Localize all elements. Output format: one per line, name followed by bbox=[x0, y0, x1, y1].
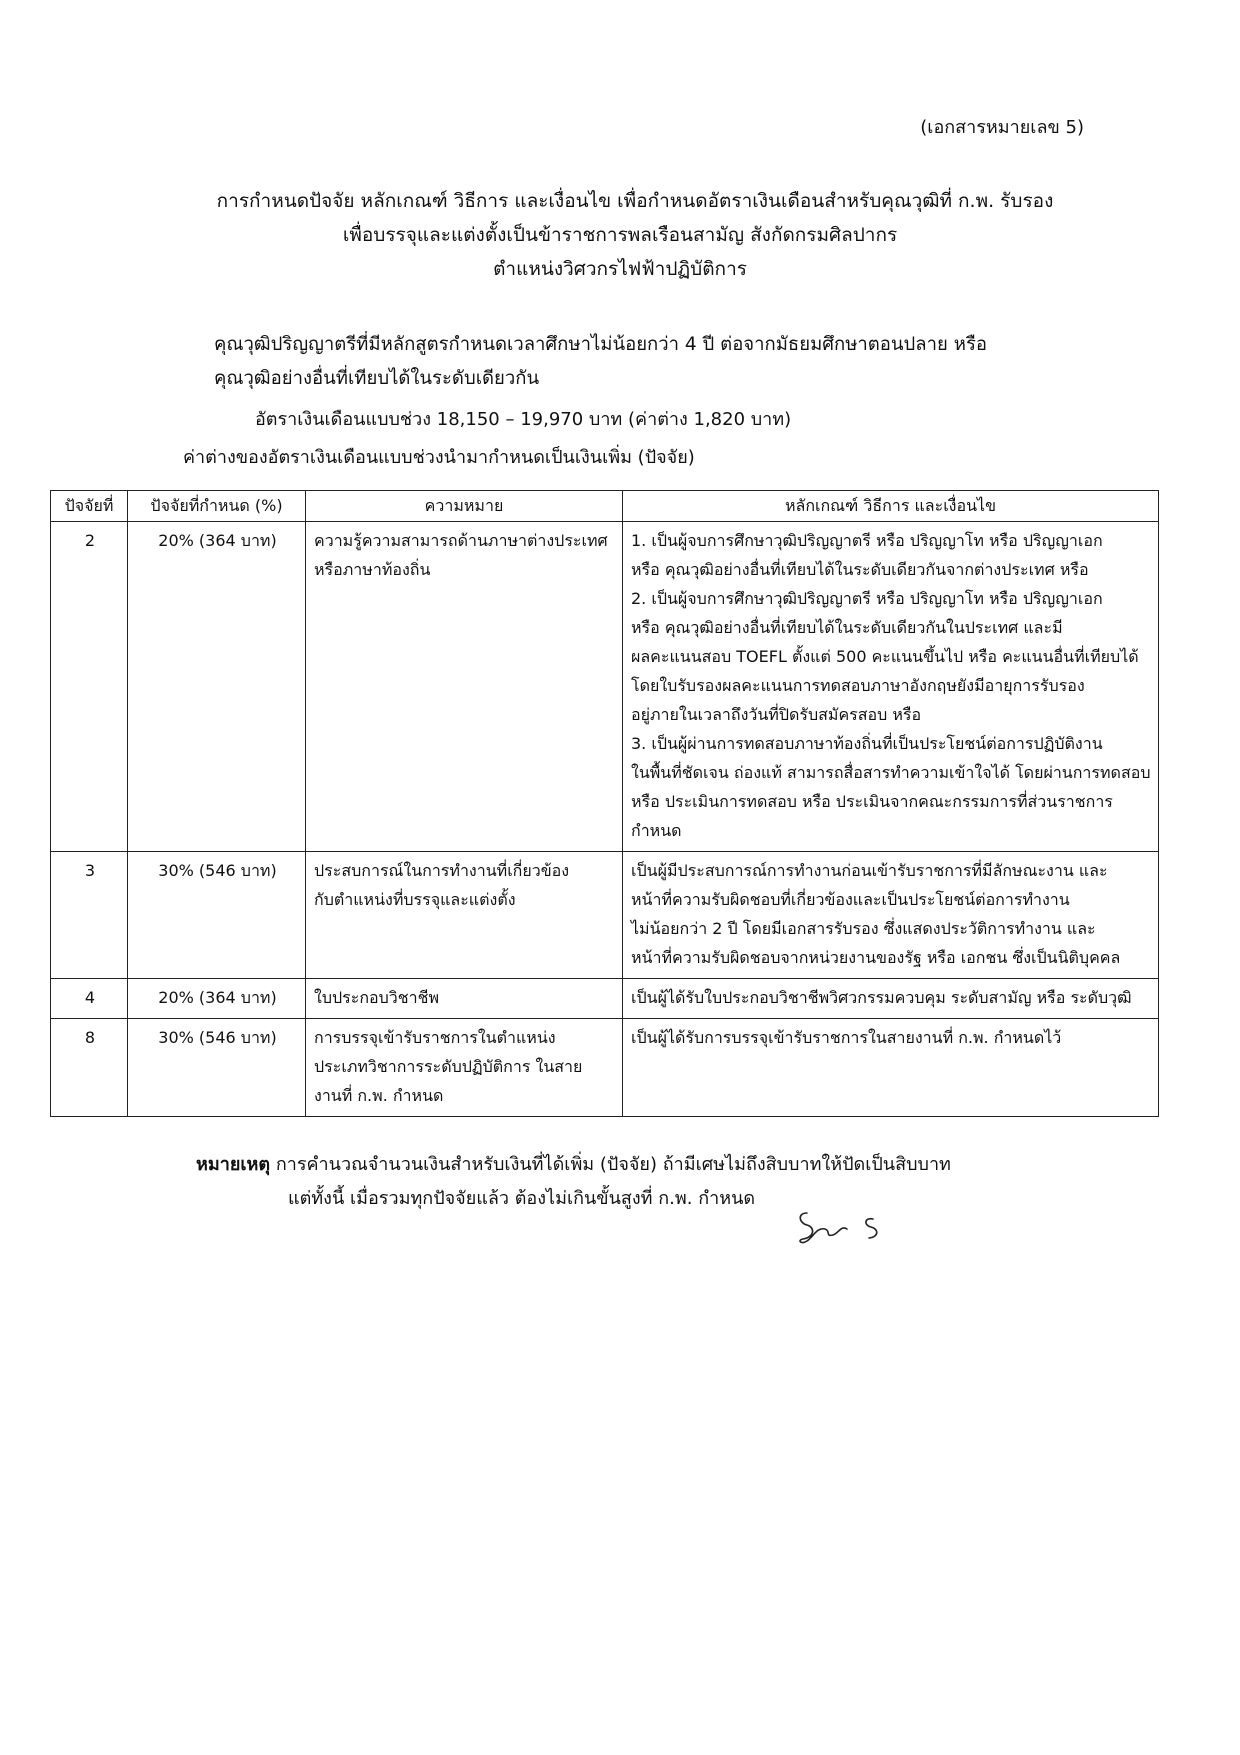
criteria-line: 1. เป็นผู้จบการศึกษาวุฒิปริญญาตรี หรือ ปริญญาโท หรือ ปริญญาเอก bbox=[631, 531, 1103, 550]
criteria-line: หน้าที่ความรับผิดชอบจากหน่วยงานของรัฐ หรือ เอกชน ซึ่งเป็นนิติบุคคล bbox=[631, 948, 1121, 967]
criteria-line: หรือ ประเมินการทดสอบ หรือ ประเมินจากคณะกรรมการที่ส่วนราชการ bbox=[631, 792, 1113, 811]
factor-number: 4 bbox=[51, 979, 128, 1019]
criteria-line: 3. เป็นผู้ผ่านการทดสอบภาษาท้องถิ่นที่เป็นประโยชน์ต่อการปฏิบัติงาน bbox=[631, 734, 1103, 753]
meaning-line: กับตำแหน่งที่บรรจุและแต่งตั้ง bbox=[314, 890, 516, 909]
meaning-line: หรือภาษาท้องถิ่น bbox=[314, 560, 431, 579]
criteria-line: เป็นผู้ได้รับใบประกอบวิชาชีพวิศวกรรมควบคุม ระดับสามัญ หรือ ระดับวุฒิ bbox=[631, 988, 1132, 1007]
factor-meaning bbox=[306, 852, 623, 979]
factor-number: 3 bbox=[51, 852, 128, 979]
factor-percent: 30% (546 บาท) bbox=[128, 852, 306, 979]
handwritten-initials-signature bbox=[795, 1205, 905, 1253]
header-percent: ปัจจัยที่กำหนด (%) bbox=[128, 491, 306, 522]
factor-table bbox=[50, 490, 1159, 1117]
meaning-line: งานที่ ก.พ. กำหนด bbox=[314, 1086, 444, 1105]
document-title bbox=[0, 184, 1240, 286]
header-criteria: หลักเกณฑ์ วิธีการ และเงื่อนไข bbox=[623, 491, 1159, 522]
meaning-line: การบรรจุเข้ารับราชการในตำแหน่ง bbox=[314, 1028, 556, 1047]
factor-number: 8 bbox=[51, 1019, 128, 1117]
footnote-label: หมายเหตุ bbox=[196, 1154, 271, 1175]
title-line-3: ตำแหน่งวิศวกรไฟฟ้าปฏิบัติการ bbox=[493, 258, 747, 280]
meaning-line: ประสบการณ์ในการทำงานที่เกี่ยวข้อง bbox=[314, 861, 570, 880]
factor-criteria bbox=[623, 852, 1159, 979]
meaning-line: ใบประกอบวิชาชีพ bbox=[314, 988, 439, 1007]
factor-meaning bbox=[306, 522, 623, 852]
criteria-line: หน้าที่ความรับผิดชอบที่เกี่ยวข้องและเป็นประโยชน์ต่อการทำงาน bbox=[631, 890, 1070, 909]
difference-note: ค่าต่างของอัตราเงินเดือนแบบช่วงนำมากำหนดเป็นเงินเพิ่ม (ปัจจัย) bbox=[183, 447, 695, 468]
factor-number: 2 bbox=[51, 522, 128, 852]
document-number: (เอกสารหมายเลข 5) bbox=[920, 117, 1084, 138]
criteria-line: เป็นผู้มีประสบการณ์การทำงานก่อนเข้ารับราชการที่มีลักษณะงาน และ bbox=[631, 861, 1108, 880]
criteria-line: ไม่น้อยกว่า 2 ปี โดยมีเอกสารรับรอง ซึ่งแสดงประวัติการทำงาน และ bbox=[631, 919, 1096, 938]
table-header-row bbox=[51, 491, 1159, 522]
qualification-line-1: คุณวุฒิปริญญาตรีที่มีหลักสูตรกำหนดเวลาศึกษาไม่น้อยกว่า 4 ปี ต่อจากมัธยมศึกษาตอนปลาย หรือ bbox=[214, 334, 987, 355]
factor-percent: 30% (546 บาท) bbox=[128, 1019, 306, 1117]
title-line-2: เพื่อบรรจุและแต่งตั้งเป็นข้าราชการพลเรือนสามัญ สังกัดกรมศิลปากร bbox=[342, 224, 898, 246]
criteria-line: ในพื้นที่ชัดเจน ถ่องแท้ สามารถสื่อสารทำความเข้าใจได้ โดยผ่านการทดสอบ bbox=[631, 763, 1151, 782]
criteria-line: ผลคะแนนสอบ TOEFL ตั้งแต่ 500 คะแนนขึ้นไป หรือ คะแนนอื่นที่เทียบได้ bbox=[631, 647, 1139, 666]
header-meaning: ความหมาย bbox=[306, 491, 623, 522]
criteria-line: อยู่ภายในเวลาถึงวันที่ปิดรับสมัครสอบ หรือ bbox=[631, 705, 922, 724]
criteria-line: โดยใบรับรองผลคะแนนการทดสอบภาษาอังกฤษยังมีอายุการรับรอง bbox=[631, 676, 1085, 695]
criteria-line: 2. เป็นผู้จบการศึกษาวุฒิปริญญาตรี หรือ ปริญญาโท หรือ ปริญญาเอก bbox=[631, 589, 1103, 608]
table-row bbox=[51, 979, 1159, 1019]
table-row bbox=[51, 1019, 1159, 1117]
salary-range: อัตราเงินเดือนแบบช่วง 18,150 – 19,970 บาท (ค่าต่าง 1,820 บาท) bbox=[255, 409, 792, 430]
criteria-line: หรือ คุณวุฒิอย่างอื่นที่เทียบได้ในระดับเดียวกันจากต่างประเทศ หรือ bbox=[631, 560, 1089, 579]
footnote-text-1: การคำนวณจำนวนเงินสำหรับเงินที่ได้เพิ่ม (ปัจจัย) ถ้ามีเศษไม่ถึงสิบบาทให้ปัดเป็นสิบบาท bbox=[275, 1154, 951, 1175]
factor-percent: 20% (364 บาท) bbox=[128, 979, 306, 1019]
factor-meaning bbox=[306, 1019, 623, 1117]
factor-criteria bbox=[623, 1019, 1159, 1117]
title-line-1: การกำหนดปัจจัย หลักเกณฑ์ วิธีการ และเงื่อนไข เพื่อกำหนดอัตราเงินเดือนสำหรับคุณวุฒิที่ ก.พ. รับรอง bbox=[216, 190, 1054, 212]
table-row bbox=[51, 522, 1159, 852]
factor-meaning bbox=[306, 979, 623, 1019]
criteria-line: หรือ คุณวุฒิอย่างอื่นที่เทียบได้ในระดับเดียวกันในประเทศ และมี bbox=[631, 618, 1063, 637]
factor-criteria bbox=[623, 979, 1159, 1019]
qualification-line-2: คุณวุฒิอย่างอื่นที่เทียบได้ในระดับเดียวกัน bbox=[214, 368, 540, 389]
factor-criteria bbox=[623, 522, 1159, 852]
table-row bbox=[51, 852, 1159, 979]
header-factor: ปัจจัยที่ bbox=[51, 491, 128, 522]
meaning-line: ประเภทวิชาการระดับปฏิบัติการ ในสาย bbox=[314, 1057, 583, 1076]
criteria-line: กำหนด bbox=[631, 821, 682, 840]
qualification-text bbox=[214, 328, 1094, 396]
footnote-text-2: แต่ทั้งนี้ เมื่อรวมทุกปัจจัยแล้ว ต้องไม่เกินขั้นสูงที่ ก.พ. กำหนด bbox=[288, 1188, 756, 1209]
meaning-line: ความรู้ความสามารถด้านภาษาต่างประเทศ bbox=[314, 531, 608, 550]
footnote-line-1 bbox=[196, 1148, 951, 1182]
factor-percent: 20% (364 บาท) bbox=[128, 522, 306, 852]
criteria-line: เป็นผู้ได้รับการบรรจุเข้ารับราชการในสายงานที่ ก.พ. กำหนดไว้ bbox=[631, 1028, 1062, 1047]
